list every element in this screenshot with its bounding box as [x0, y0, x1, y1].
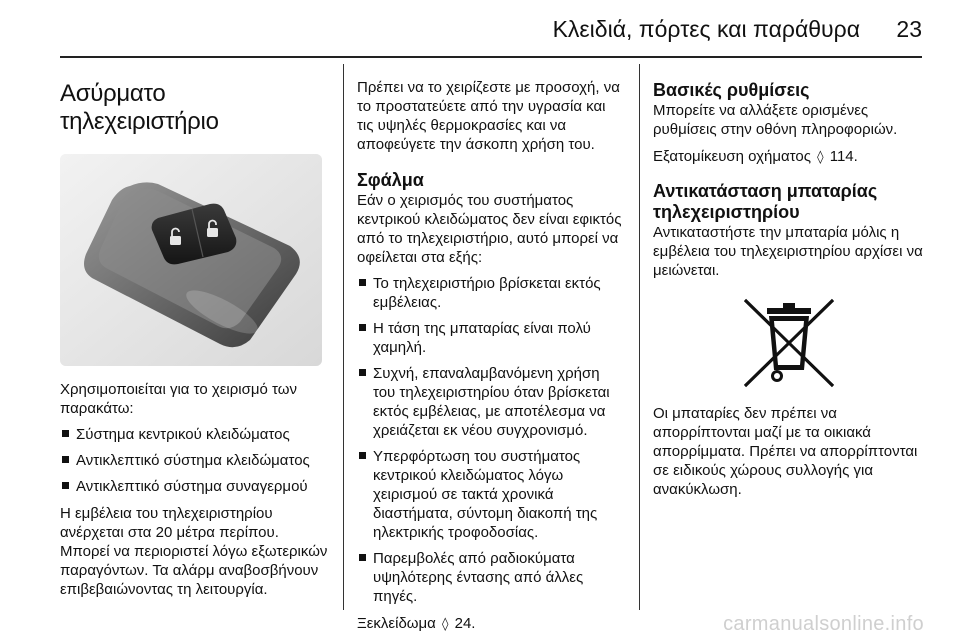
list-item: Υπερφόρτωση του συστήματος κεντρικού κλειδώματος λόγω χειρισμού σε τακτά χρονικά διαστήματα, σύντομη διακοπή της ηλεκτρικής τροφοδοσίας.: [357, 447, 625, 542]
car-key-fob-image: [60, 154, 322, 366]
disposal-text: Οι μπαταρίες δεν πρέπει να απορρίπτονται μαζί με τα οικιακά απορρίμματα. Πρέπει να απορρίπτονται σε ειδικούς χώρους συλλογής για ανακύκλωση.: [653, 405, 918, 498]
list-item: Συχνή, επαναλαμβανόμενη χρήση του τηλεχειριστηρίου όταν βρίσκεται εκτός εμβέλειας, με αποτέλεσμα να χρειάζεται εκ νέου συγχρονισμό.: [357, 364, 625, 440]
page-number: 23: [896, 16, 922, 42]
battery-replacement-text: Αντικαταστήστε την μπαταρία μόλις η εμβέλεια του τηλεχειριστηρίου αρχίσει να μειώνεται.: [653, 224, 923, 279]
remote-intro: Χρησιμοποιείται για το χειρισμό των παρακάτω:: [60, 381, 297, 417]
basic-settings-text: Μπορείτε να αλλάξετε ορισμένες ρυθμίσεις στην οθόνη πληροφοριών.: [653, 102, 898, 138]
fault-heading: Σφάλμα: [357, 170, 424, 190]
reference-label: Εξατομίκευση οχήματος: [653, 148, 811, 165]
reference-page: 114.: [829, 148, 858, 165]
cross-reference-unlocking[interactable]: [357, 614, 625, 634]
column-separator: [639, 64, 640, 610]
cross-reference-personalisation[interactable]: [653, 147, 925, 167]
reference-arrow-icon: ◊: [442, 617, 449, 632]
reference-arrow-icon: ◊: [817, 150, 824, 165]
page-header: [0, 0, 960, 60]
basic-settings-heading: Βασικές ρυθμίσεις: [653, 80, 810, 100]
list-item: Σύστημα κεντρικού κλειδώματος: [60, 425, 330, 444]
care-paragraph: Πρέπει να το χειρίζεστε με προσοχή, να το προστατεύετε από την υγρασία και τις υψηλές θερμοκρασίες και να αποφεύγετε την άσκοπη χρήση του.: [357, 79, 620, 153]
list-item: Αντικλεπτικό σύστημα κλειδώματος: [60, 451, 330, 470]
range-paragraph: Η εμβέλεια του τηλεχειριστηρίου ανέρχεται στα 20 μέτρα περίπου. Μπορεί να περιοριστεί λόγω εξωτερικών παραγόντων. Τα αλάρμ αναβοσβήνουν επιβεβαιώνοντας τη λειτουργία.: [60, 505, 328, 598]
column-3: [653, 64, 925, 499]
header-rule: [60, 56, 922, 58]
list-item: Η τάση της μπαταρίας είναι πολύ χαμηλή.: [357, 319, 625, 357]
reference-page: 24.: [454, 615, 476, 632]
fault-intro: Εάν ο χειρισμός του συστήματος κεντρικού κλειδώματος δεν είναι εφικτός από το τηλεχειριστήριο, αυτό μπορεί να οφείλεται στα εξής:: [357, 192, 622, 266]
list-item: Παρεμβολές από ραδιοκύματα υψηλότερης έντασης από άλλες πηγές.: [357, 549, 625, 606]
crossed-out-wheelie-bin-icon: [737, 294, 841, 390]
remote-functions-list: [60, 425, 330, 496]
list-item: Το τηλεχειριστήριο βρίσκεται εκτός εμβέλειας.: [357, 274, 625, 312]
chapter-title: Κλειδιά, πόρτες και παράθυρα: [552, 16, 860, 42]
battery-replacement-heading: Αντικατάσταση μπαταρίας τηλεχειριστηρίου: [653, 181, 878, 222]
column-1: [60, 64, 330, 599]
column-2: [357, 64, 625, 634]
watermark: carmanualsonline.info: [723, 613, 924, 635]
column-separator: [343, 64, 344, 610]
section-heading-remote: Ασύρματο τηλεχειριστήριο: [60, 80, 219, 135]
reference-label: Ξεκλείδωμα: [357, 615, 436, 632]
list-item: Αντικλεπτικό σύστημα συναγερμού: [60, 477, 330, 496]
fault-causes-list: [357, 274, 625, 606]
